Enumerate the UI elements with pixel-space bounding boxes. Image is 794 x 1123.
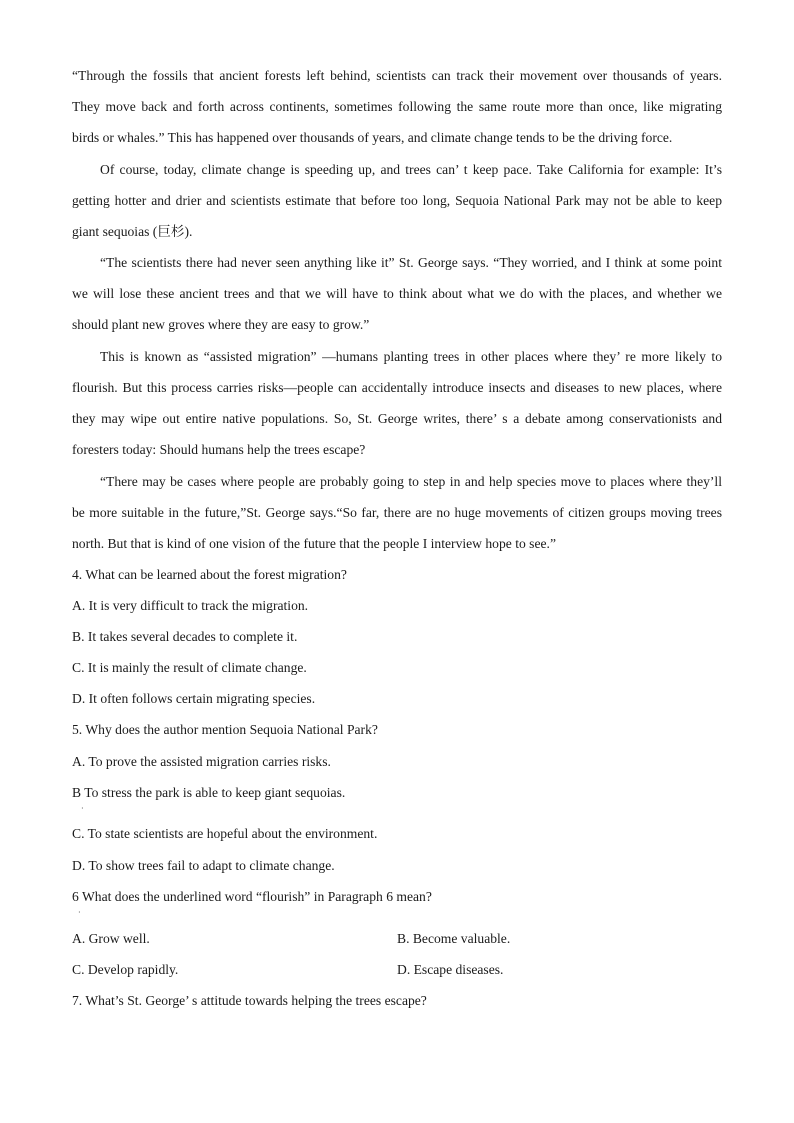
paragraph-line: This is known as “assisted migration” —humans planting trees in other places where they’ re more likely to xyxy=(100,349,722,364)
question-6-option-b: B. Become valuable. xyxy=(397,931,511,946)
question-5-option-d: D. To show trees fail to adapt to climate change. xyxy=(72,858,335,873)
question-6-option-a: A. Grow well. xyxy=(72,931,150,946)
paragraph-line: getting hotter and drier and scientists estimate that before too long, Sequoia National Park may not be able to keep xyxy=(72,193,722,208)
question-6-option-c: C. Develop rapidly. xyxy=(72,962,179,977)
question-4-option-d: D. It often follows certain migrating species. xyxy=(72,691,316,706)
question-4-option-b: B. It takes several decades to complete it. xyxy=(72,629,298,644)
paragraph-line: north. But that is kind of one vision of the future that the people I interview hope to see.” xyxy=(72,536,556,551)
stray-dot-mark: · xyxy=(81,804,84,813)
paragraph-line: foresters today: Should humans help the trees escape? xyxy=(72,442,366,457)
paragraph-line: “There may be cases where people are probably going to step in and help species move to places where they’ll xyxy=(100,474,722,489)
paragraph-line: they may wipe out entire native populations. So, St. George writes, there’ s a debate among conservationists and xyxy=(72,411,722,426)
paragraph-line: “Through the fossils that ancient forests left behind, scientists can track their movement over thousands of years. xyxy=(72,68,722,83)
question-4-option-c: C. It is mainly the result of climate change. xyxy=(72,660,307,675)
question-6-stem: 6 What does the underlined word “flourish” in Paragraph 6 mean? xyxy=(72,889,432,904)
question-7-stem: 7. What’s St. George’ s attitude towards helping the trees escape? xyxy=(72,993,427,1008)
paragraph-line: They move back and forth across continents, sometimes following the same route more than once, like migrating xyxy=(72,99,722,114)
question-4-option-a: A. It is very difficult to track the migration. xyxy=(72,598,309,613)
paragraph-line: flourish. But this process carries risks—people can accidentally introduce insects and diseases to new places, where xyxy=(72,380,722,395)
question-5-stem: 5. Why does the author mention Sequoia National Park? xyxy=(72,722,378,737)
paragraph-line: birds or whales.” This has happened over thousands of years, and climate change tends to be the driving force. xyxy=(72,130,673,145)
question-5-option-b: B To stress the park is able to keep giant sequoias. xyxy=(72,785,346,800)
paragraph-line: should plant new groves where they are easy to grow.” xyxy=(72,317,370,332)
question-5-option-a: A. To prove the assisted migration carries risks. xyxy=(72,754,331,769)
paragraph-line: giant sequoias (巨杉). xyxy=(72,224,193,239)
question-4-stem: 4. What can be learned about the forest migration? xyxy=(72,567,347,582)
stray-dot-mark: · xyxy=(78,908,81,917)
paragraph-line: “The scientists there had never seen anything like it” St. George says. “They worried, and I think at some point xyxy=(100,255,722,270)
paragraph-line: Of course, today, climate change is speeding up, and trees can’ t keep pace. Take California for example: It’s xyxy=(100,162,722,177)
paragraph-line: we will lose these ancient trees and that we will have to think about what we do with the places, and whether we xyxy=(72,286,722,301)
paragraph-line: be more suitable in the future,”St. George says.“So far, there are no huge movements of citizen groups moving trees xyxy=(72,505,722,520)
question-6-option-d: D. Escape diseases. xyxy=(397,962,504,977)
question-5-option-c: C. To state scientists are hopeful about the environment. xyxy=(72,826,378,841)
